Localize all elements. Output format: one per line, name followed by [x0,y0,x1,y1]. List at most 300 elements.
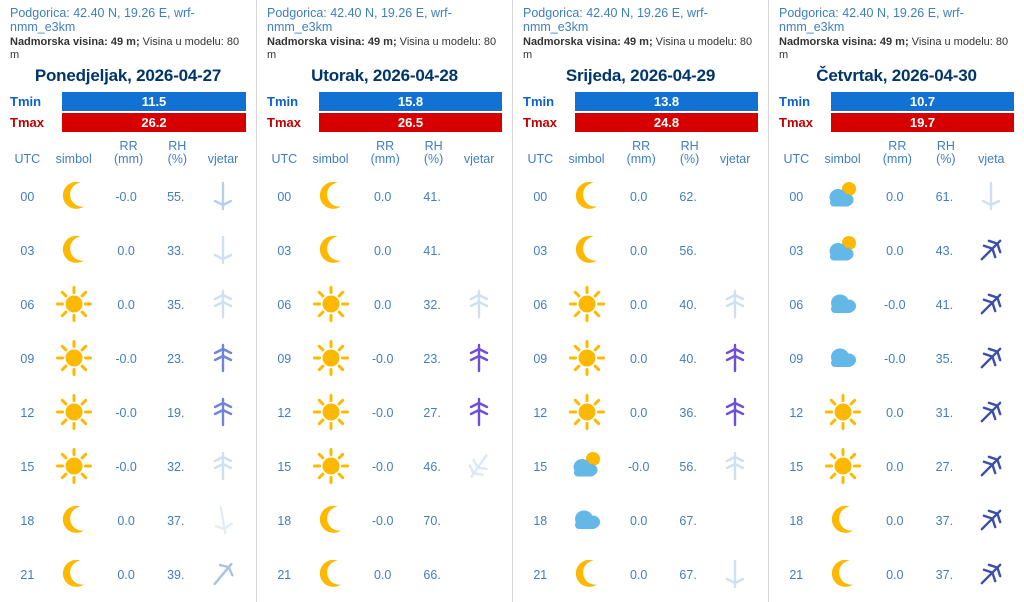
wind-barb-icon [210,178,236,217]
row-rh: 23. [167,352,185,366]
row-rh: 39. [167,568,185,582]
header-rh [154,138,200,170]
row-utc: 21 [533,568,548,582]
row-rh: 41. [423,190,441,204]
row-wind [712,224,758,278]
row-wind [712,494,758,548]
row-wind [200,548,246,602]
wind-barb-icon [978,286,1004,325]
day-title: Četvrtak, 2026-04-30 [816,66,977,85]
row-wind [456,386,502,440]
row-rh: 40. [679,298,697,312]
row-rr: -0.0 [371,352,394,366]
wind-barb-icon [210,502,236,541]
moon-icon [53,231,95,269]
header-rh-text: RH [936,139,955,153]
row-rr: 0.0 [117,298,135,312]
header-rr-text: RR [888,139,907,153]
altitude-line [267,36,502,62]
sun-icon [53,393,95,431]
forecast-row [523,170,758,224]
forecast-row [779,494,1014,548]
row-rr: 0.0 [886,190,904,204]
row-symbol [45,386,103,440]
row-symbol [302,170,360,224]
row-utc: 21 [277,568,292,582]
row-wind [456,494,502,548]
tmin-value: 15.8 [319,92,502,111]
sun-behind-cloud-icon [822,231,864,269]
tmin-bar [523,92,758,111]
sun-icon [310,285,352,323]
row-utc: 18 [277,514,292,528]
forecast-row [10,548,246,602]
altitude-station: Nadmorska visina: 49 m; [10,36,140,48]
row-symbol [814,440,872,494]
header-symbol: simbol [824,152,861,166]
forecast-row [779,548,1014,602]
row-symbol [814,548,872,602]
wind-barb-icon [466,286,492,325]
row-symbol [814,170,872,224]
header-utc: UTC [783,152,810,166]
altitude-model: Visina u modelu: 80 m [523,36,753,61]
sun-behind-cloud-icon [822,177,864,215]
tmin-label: Tmin [523,94,555,109]
row-wind [712,278,758,332]
row-utc: 15 [789,460,804,474]
forecast-row [267,440,502,494]
row-rh: 56. [679,460,697,474]
wind-barb-icon [210,286,236,325]
header-rh-text: RH [680,139,699,153]
row-rh: 40. [679,352,697,366]
row-symbol [302,332,360,386]
row-rh: 46. [423,460,441,474]
row-symbol [558,386,616,440]
forecast-table [779,138,1014,602]
row-rr: -0.0 [371,460,394,474]
header-rr [615,138,667,170]
row-utc: 03 [533,244,548,258]
row-rr: 0.0 [117,244,135,258]
row-symbol [814,278,872,332]
moon-icon [310,555,352,593]
row-rh: 41. [423,244,441,258]
row-rr: 0.0 [373,244,392,258]
row-utc: 06 [789,298,804,312]
sun-icon [566,285,608,323]
header-rr-text: RR [376,139,395,153]
moon-icon [566,177,608,215]
row-rr: 0.0 [886,460,904,474]
tmin-value: 11.5 [62,92,246,111]
row-rh: 37. [935,514,954,528]
cloud-icon [566,501,608,539]
row-wind [200,170,246,224]
forecast-row [10,224,246,278]
location-line: Podgorica: 42.40 N, 19.26 E, wrf-nmm_e3km [267,6,452,34]
row-symbol [45,494,103,548]
row-rr: -0.0 [884,352,906,366]
wind-barb-icon [466,448,492,487]
header-symbol: simbol [568,152,605,166]
forecast-row [523,332,758,386]
row-rr: 0.0 [629,298,648,312]
forecast-table [523,138,758,602]
row-utc: 00 [789,190,804,204]
row-rh: 33. [167,244,185,258]
forecast-row [779,224,1014,278]
header-rr [359,138,411,170]
forecast-row [523,548,758,602]
row-rh: 41. [935,298,954,312]
row-utc: 21 [20,568,35,582]
forecast-row [10,494,246,548]
row-utc: 00 [533,190,548,204]
day-column [768,0,1024,602]
row-symbol [814,494,872,548]
row-utc: 03 [789,244,804,258]
forecast-table [10,138,246,602]
moon-icon [822,555,864,593]
row-rr: 0.0 [629,568,648,582]
row-rh: 61. [935,190,954,204]
tmin-bar [267,92,502,111]
header-rr-unit: (mm) [882,152,912,166]
tmin-bar [10,92,246,111]
moon-icon [53,501,95,539]
row-rh: 67. [679,514,697,528]
row-rr: -0.0 [115,406,137,420]
forecast-row [267,224,502,278]
altitude-station: Nadmorska visina: 49 m; [779,36,909,48]
altitude-model: Visina u modelu: 80 m [10,36,240,61]
row-rh: 62. [679,190,697,204]
row-wind [456,440,502,494]
row-wind [712,332,758,386]
forecast-row [267,548,502,602]
forecast-row [779,440,1014,494]
row-wind [969,386,1014,440]
sun-icon [822,393,864,431]
row-rr: 0.0 [886,568,904,582]
location-line: Podgorica: 42.40 N, 19.26 E, wrf-nmm_e3km [10,6,195,34]
row-rr: 0.0 [117,514,135,528]
location-line: Podgorica: 42.40 N, 19.26 E, wrf-nmm_e3km [523,6,708,34]
row-utc: 18 [533,514,548,528]
header-rh-text: RH [424,139,443,153]
tmax-bar [10,113,246,132]
header-rr-unit: (mm) [114,152,144,166]
row-utc: 12 [533,406,548,420]
row-rh: 31. [935,406,954,420]
location-line: Podgorica: 42.40 N, 19.26 E, wrf-nmm_e3km [779,6,964,34]
forecast-row [523,224,758,278]
sun-icon [566,393,608,431]
wind-barb-icon [466,340,492,379]
header-rh-unit: (%) [167,152,188,166]
table-header-row [779,138,1014,170]
forecast-row [267,278,502,332]
row-rh: 32. [423,298,441,312]
forecast-row [267,494,502,548]
row-rh: 55. [167,190,185,204]
row-rh: 19. [167,406,185,420]
wind-barb-icon [978,556,1004,595]
forecast-row [267,386,502,440]
wind-barb-icon [210,340,236,379]
row-wind [200,278,246,332]
forecast-row [779,170,1014,224]
forecast-row [523,494,758,548]
row-rh: 27. [935,460,954,474]
moon-icon [53,177,95,215]
forecast-row [10,170,246,224]
header-rr-unit: (mm) [626,152,656,166]
header-wind: vjeta [978,152,1005,166]
row-symbol [814,332,872,386]
row-utc: 00 [20,190,35,204]
row-rh: 23. [423,352,441,366]
tmax-value: 26.5 [319,113,502,132]
moon-icon [310,231,352,269]
sun-icon [53,339,95,377]
wind-barb-icon [978,232,1004,271]
tmin-value: 13.8 [575,92,758,111]
sun-icon [53,447,95,485]
tmax-label: Tmax [267,115,301,130]
header-rh-unit: (%) [423,152,444,166]
altitude-line [523,36,758,62]
altitude-station: Nadmorska visina: 49 m; [267,36,397,48]
wind-barb-icon [210,556,236,595]
forecast-row [779,386,1014,440]
tmax-label: Tmax [10,115,44,130]
row-utc: 03 [277,244,292,258]
row-rh: 67. [679,568,697,582]
row-rr: 0.0 [886,514,904,528]
altitude-line [10,36,246,62]
header-rh-unit: (%) [679,152,700,166]
sun-icon [310,339,352,377]
wind-barb-icon [978,340,1004,379]
forecast-row [10,332,246,386]
row-wind [200,386,246,440]
forecast-row [10,386,246,440]
row-symbol [302,494,360,548]
moon-icon [566,231,608,269]
tmax-label: Tmax [523,115,557,130]
row-symbol [45,548,103,602]
tmin-label: Tmin [779,94,811,109]
row-symbol [302,278,360,332]
header-symbol: simbol [312,152,349,166]
forecast-table [267,138,502,602]
row-symbol [45,278,103,332]
day-column [256,0,512,602]
row-wind [969,278,1014,332]
wind-barb-icon [722,394,748,433]
header-rh [923,138,968,170]
altitude-model: Visina u modelu: 80 m [267,36,497,61]
tmin-value: 10.7 [831,92,1014,111]
row-symbol [45,170,103,224]
row-utc: 12 [789,406,804,420]
row-wind [456,278,502,332]
sun-behind-cloud-icon [566,447,608,485]
row-rr: -0.0 [371,406,394,420]
row-utc: 00 [277,190,292,204]
row-rr: 0.0 [629,406,648,420]
wind-barb-icon [722,286,748,325]
moon-icon [566,555,608,593]
row-utc: 06 [20,298,35,312]
header-rr-unit: (mm) [370,152,400,166]
wind-barb-icon [978,502,1004,541]
tmin-bar [779,92,1014,111]
header-rr [872,138,924,170]
moon-icon [310,501,352,539]
wind-barb-icon [978,394,1004,433]
row-symbol [558,494,616,548]
header-rh [411,138,456,170]
row-wind [200,494,246,548]
row-wind [456,224,502,278]
altitude-model: Visina u modelu: 80 m [779,36,1009,61]
forecast-row [267,332,502,386]
header-symbol: simbol [55,152,92,166]
wind-barb-icon [722,448,748,487]
header-rh [667,138,712,170]
row-utc: 12 [20,406,35,420]
row-rr: 0.0 [629,190,648,204]
row-utc: 09 [789,352,804,366]
altitude-station: Nadmorska visina: 49 m; [523,36,653,48]
wind-barb-icon [722,556,748,595]
sun-icon [53,285,95,323]
row-symbol [814,386,872,440]
row-rh: 32. [167,460,185,474]
row-rr: 0.0 [373,190,392,204]
day-title: Srijeda, 2026-04-29 [565,66,716,85]
moon-icon [53,555,95,593]
row-wind [712,386,758,440]
header-utc: UTC [14,152,41,166]
row-symbol [302,440,360,494]
row-rr: 0.0 [629,352,648,366]
forecast-row [267,170,502,224]
row-symbol [302,548,360,602]
row-rh: 35. [167,298,185,312]
wind-barb-icon [466,394,492,433]
forecast-row [779,278,1014,332]
tmax-value: 19.7 [831,113,1014,132]
header-rh-text: RH [168,139,187,153]
wind-barb-icon [978,178,1004,217]
day-column [512,0,768,602]
header-rr-text: RR [119,139,138,153]
tmax-value: 24.8 [575,113,758,132]
forecast-row [779,332,1014,386]
row-rr: -0.0 [115,190,137,204]
row-rh: 36. [679,406,697,420]
row-wind [712,170,758,224]
row-utc: 03 [20,244,35,258]
header-wind: vjetar [719,152,751,166]
row-utc: 09 [277,352,292,366]
row-rr: -0.0 [627,460,650,474]
cloud-icon [822,339,864,377]
row-symbol [558,548,616,602]
row-wind [969,494,1014,548]
row-utc: 18 [789,514,804,528]
forecast-row [523,440,758,494]
header-rr [103,138,155,170]
forecast-row [523,278,758,332]
forecast-row [10,278,246,332]
table-header-row [267,138,502,170]
row-rr: -0.0 [884,298,906,312]
tmin-label: Tmin [10,94,42,109]
row-symbol [558,170,616,224]
row-symbol [302,386,360,440]
moon-icon [822,501,864,539]
row-symbol [302,224,360,278]
table-header-row [10,138,246,170]
row-wind [456,332,502,386]
row-rr: -0.0 [115,460,137,474]
table-header-row [523,138,758,170]
header-rh-unit: (%) [936,152,956,166]
row-rr: 0.0 [629,514,648,528]
cloud-icon [822,285,864,323]
tmin-label: Tmin [267,94,299,109]
moon-icon [310,177,352,215]
wind-barb-icon [722,340,748,379]
row-wind [969,440,1014,494]
header-utc: UTC [527,152,554,166]
header-utc: UTC [271,152,298,166]
row-rr: 0.0 [373,568,392,582]
row-utc: 09 [533,352,548,366]
row-wind [712,548,758,602]
altitude-line [779,36,1014,62]
row-symbol [558,278,616,332]
row-rr: 0.0 [117,568,135,582]
row-wind [456,548,502,602]
row-rr: 0.0 [629,244,648,258]
row-symbol [558,332,616,386]
row-rh: 70. [423,514,441,528]
day-column [0,0,256,602]
row-rh: 35. [935,352,954,366]
row-utc: 15 [20,460,35,474]
sun-icon [566,339,608,377]
tmax-bar [523,113,758,132]
row-rr: -0.0 [115,352,137,366]
wind-barb-icon [210,232,236,271]
forecast-row [523,386,758,440]
row-utc: 09 [20,352,35,366]
row-rr: 0.0 [373,298,392,312]
row-symbol [45,224,103,278]
day-title: Ponedjeljak, 2026-04-27 [34,66,222,85]
row-rh: 66. [423,568,441,582]
header-rr-text: RR [632,139,651,153]
row-utc: 06 [533,298,548,312]
row-wind [200,440,246,494]
